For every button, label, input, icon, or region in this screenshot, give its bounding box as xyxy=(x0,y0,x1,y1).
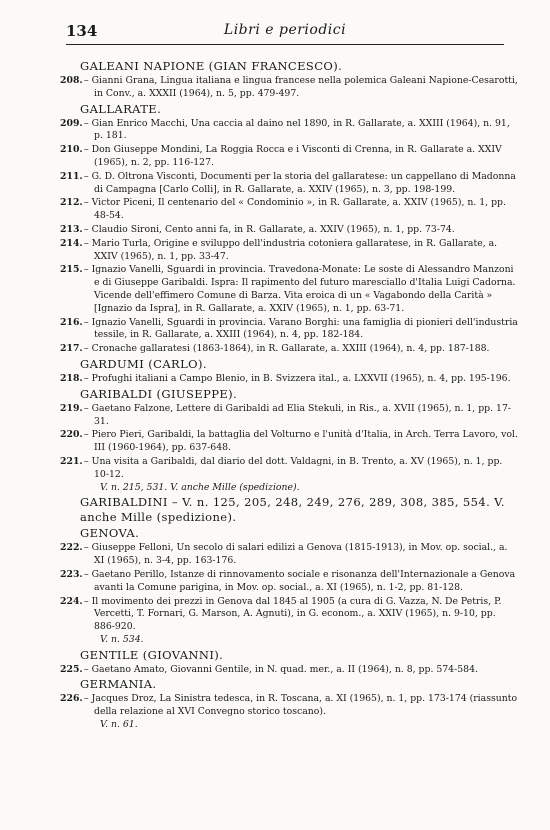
entry-citation: – Gianni Grana, Lingua italiana e lingua francese nella polemica Galeani Napione-Cesarotti, in Conv., a. XXXII (1964), n. 5, pp. 479-497. xyxy=(60,75,520,101)
bibliography-entry xyxy=(60,596,520,647)
bibliography-entry xyxy=(60,429,520,455)
bibliography-entry xyxy=(60,693,520,731)
entry-number: 225. xyxy=(60,663,83,675)
bibliography-entry xyxy=(60,75,520,101)
section-heading: GARIBALDI (GIUSEPPE). xyxy=(80,386,238,401)
bibliography-entry xyxy=(60,664,520,677)
cross-reference-note: V. n. 534. xyxy=(100,633,144,645)
entry-number: 223. xyxy=(60,568,83,580)
cross-reference-note: V. n. 215, 531. V. anche Mille (spedizione). xyxy=(100,481,300,493)
section-heading: GENOVA. xyxy=(80,526,140,541)
section-heading: GARIBALDINI – V. n. 125, 205, 248, 249, 276, 289, 308, 385, 554. V. anche Mille (spedizione). xyxy=(80,495,505,525)
bibliography-entry xyxy=(60,238,520,264)
entry-number: 219. xyxy=(60,402,83,414)
running-title: Libri e periodici xyxy=(223,22,347,38)
section-heading: GARDUMI (CARLO). xyxy=(80,356,207,371)
entry-citation: – Mario Turla, Origine e sviluppo dell'industria cotoniera gallaratese, in R. Gallarate, a. XXIV (1965), n. 1, pp. 33-47. xyxy=(60,238,520,264)
running-header xyxy=(66,22,504,45)
bibliography-entry xyxy=(60,403,520,429)
entry-citation: – Piero Pieri, Garibaldi, la battaglia del Volturno e l'unità d'Italia, in Arch. Terra Lavoro, vol. III (1960-1964), pp. 637-648. xyxy=(60,429,520,455)
entry-citation: – Gaetano Perillo, Istanze di rinnovamento sociale e risonanza dell'Internazionale a Genova avanti la Comune parigina, in Mov. op. social., a. XI (1965), n. 1-2, pp. 81-128. xyxy=(60,569,520,595)
section-heading: GALEANI NAPIONE (GIAN FRANCESCO). xyxy=(80,59,343,73)
entry-number: 211. xyxy=(60,170,83,182)
entry-number: 213. xyxy=(60,223,83,235)
entry-citation: – Claudio Sironi, Cento anni fa, in R. Gallarate, a. XXIV (1965), n. 1, pp. 73-74. xyxy=(60,224,520,237)
entry-number: 216. xyxy=(60,316,83,328)
section-heading: GENTILE (GIOVANNI). xyxy=(80,647,224,662)
bibliography-entry xyxy=(60,264,520,315)
entry-citation: – Don Giuseppe Mondini, La Roggia Rocca e i Visconti di Crenna, in R. Gallarate a. XXIV (1965), n. 2, pp. 116-127. xyxy=(60,144,520,170)
entry-citation: – Il movimento dei prezzi in Genova dal 1845 al 1905 (a cura di G. Vazza, N. De Petris, P. Vercetti, T. Fornari, G. Marson, A. Agnuti), in G. econom., a. XXIV (1965), n. 9-10, pp. 886-920. xyxy=(60,596,520,634)
entry-number: 222. xyxy=(60,542,83,554)
bibliography-entry xyxy=(60,542,520,568)
entry-number: 214. xyxy=(60,237,83,249)
bibliography-entry xyxy=(60,343,520,356)
entry-citation: – Ignazio Vanelli, Sguardi in provincia. Travedona-Monate: Le soste di Alessandro Manzoni e di Giuseppe Garibaldi. Ispra: Il rapimento del futuro maresciallo d'Italia Luigi Cadorna. Vicende dell'effimero Comune di Barza. Vita eroica di un « Vagabondo della Carità » [Ignazio da Ispra], in R. Gallarate, a. XXIV (1965), n. 1, pp. 63-71. xyxy=(60,264,520,315)
section-heading: GERMANIA. xyxy=(80,677,157,692)
entry-number: 220. xyxy=(60,429,83,441)
entry-number: 226. xyxy=(60,693,83,705)
entry-number: 218. xyxy=(60,372,83,384)
bibliography-entry xyxy=(60,197,520,223)
entry-citation: – Ignazio Vanelli, Sguardi in provincia. Varano Borghi: una famiglia di pionieri dell'industria tessile, in R. Gallarate, a. XXIII (1964), n. 4, pp. 182-184. xyxy=(60,317,520,343)
entry-citation: – Giuseppe Felloni, Un secolo di salari edilizi a Genova (1815-1913), in Mov. op. social., a. XI (1965), n. 3-4, pp. 163-176. xyxy=(60,542,520,568)
entry-citation: – Gian Enrico Macchi, Una caccia al daino nel 1890, in R. Gallarate, a. XXIII (1964), n. 91, p. 181. xyxy=(60,118,520,144)
entry-number: 209. xyxy=(60,117,83,129)
bibliography-entry xyxy=(60,118,520,144)
entry-number: 208. xyxy=(60,75,83,86)
bibliography-entry xyxy=(60,317,520,343)
cross-reference-note: V. n. 61. xyxy=(100,719,138,731)
bibliography-entry xyxy=(60,456,520,494)
entry-citation: – Victor Piceni, Il centenario del « Condominio », in R. Gallarate, a. XXIV (1965), n. 1, pp. 48-54. xyxy=(60,197,520,223)
section-heading: GALLARATE. xyxy=(80,101,162,116)
entry-citation: – Profughi italiani a Campo Blenio, in B. Svizzera ital., a. LXXVII (1965), n. 4, pp. 195-196. xyxy=(60,373,520,386)
entry-number: 215. xyxy=(60,264,83,276)
entry-citation: – Gaetano Falzone, Lettere di Garibaldi ad Elia Stekuli, in Ris., a. XVII (1965), n. 1, pp. 17-31. xyxy=(60,403,520,429)
bibliography-entry xyxy=(60,171,520,197)
entry-number: 210. xyxy=(60,144,83,156)
entry-citation: – G. D. Oltrona Visconti, Documenti per la storia del gallaratese: un cappellano di Madonna di Campagna [Carlo Colli], in R. Gallarate, a. XXIV (1965), n. 3, pp. 198-199. xyxy=(60,171,520,197)
entry-citation: – Cronache gallaratesi (1863-1864), in R. Gallarate, a. XXIII (1964), n. 4, pp. 187-188. xyxy=(60,343,520,356)
entry-citation: – Una visita a Garibaldi, dal diario del dott. Valdagni, in B. Trento, a. XV (1965), n. 1, pp. 10-12. xyxy=(60,456,520,482)
entry-number: 217. xyxy=(60,343,83,355)
bibliography-entry xyxy=(60,569,520,595)
entry-number: 212. xyxy=(60,197,83,209)
entry-citation: – Gaetano Amato, Giovanni Gentile, in N. quad. mer., a. II (1964), n. 8, pp. 574-584. xyxy=(60,664,520,677)
bibliography-entry xyxy=(60,373,520,386)
page-number: 134 xyxy=(66,22,98,40)
bibliography-entry xyxy=(60,144,520,170)
bibliography-list xyxy=(60,58,520,733)
entry-citation: – Jacques Droz, La Sinistra tedesca, in R. Toscana, a. XI (1965), n. 1, pp. 173-174 (riassunto della relazione al XVI Convegno storico toscano). xyxy=(60,693,520,719)
entry-number: 221. xyxy=(60,455,83,467)
bibliography-entry xyxy=(60,224,520,237)
entry-number: 224. xyxy=(60,595,83,607)
